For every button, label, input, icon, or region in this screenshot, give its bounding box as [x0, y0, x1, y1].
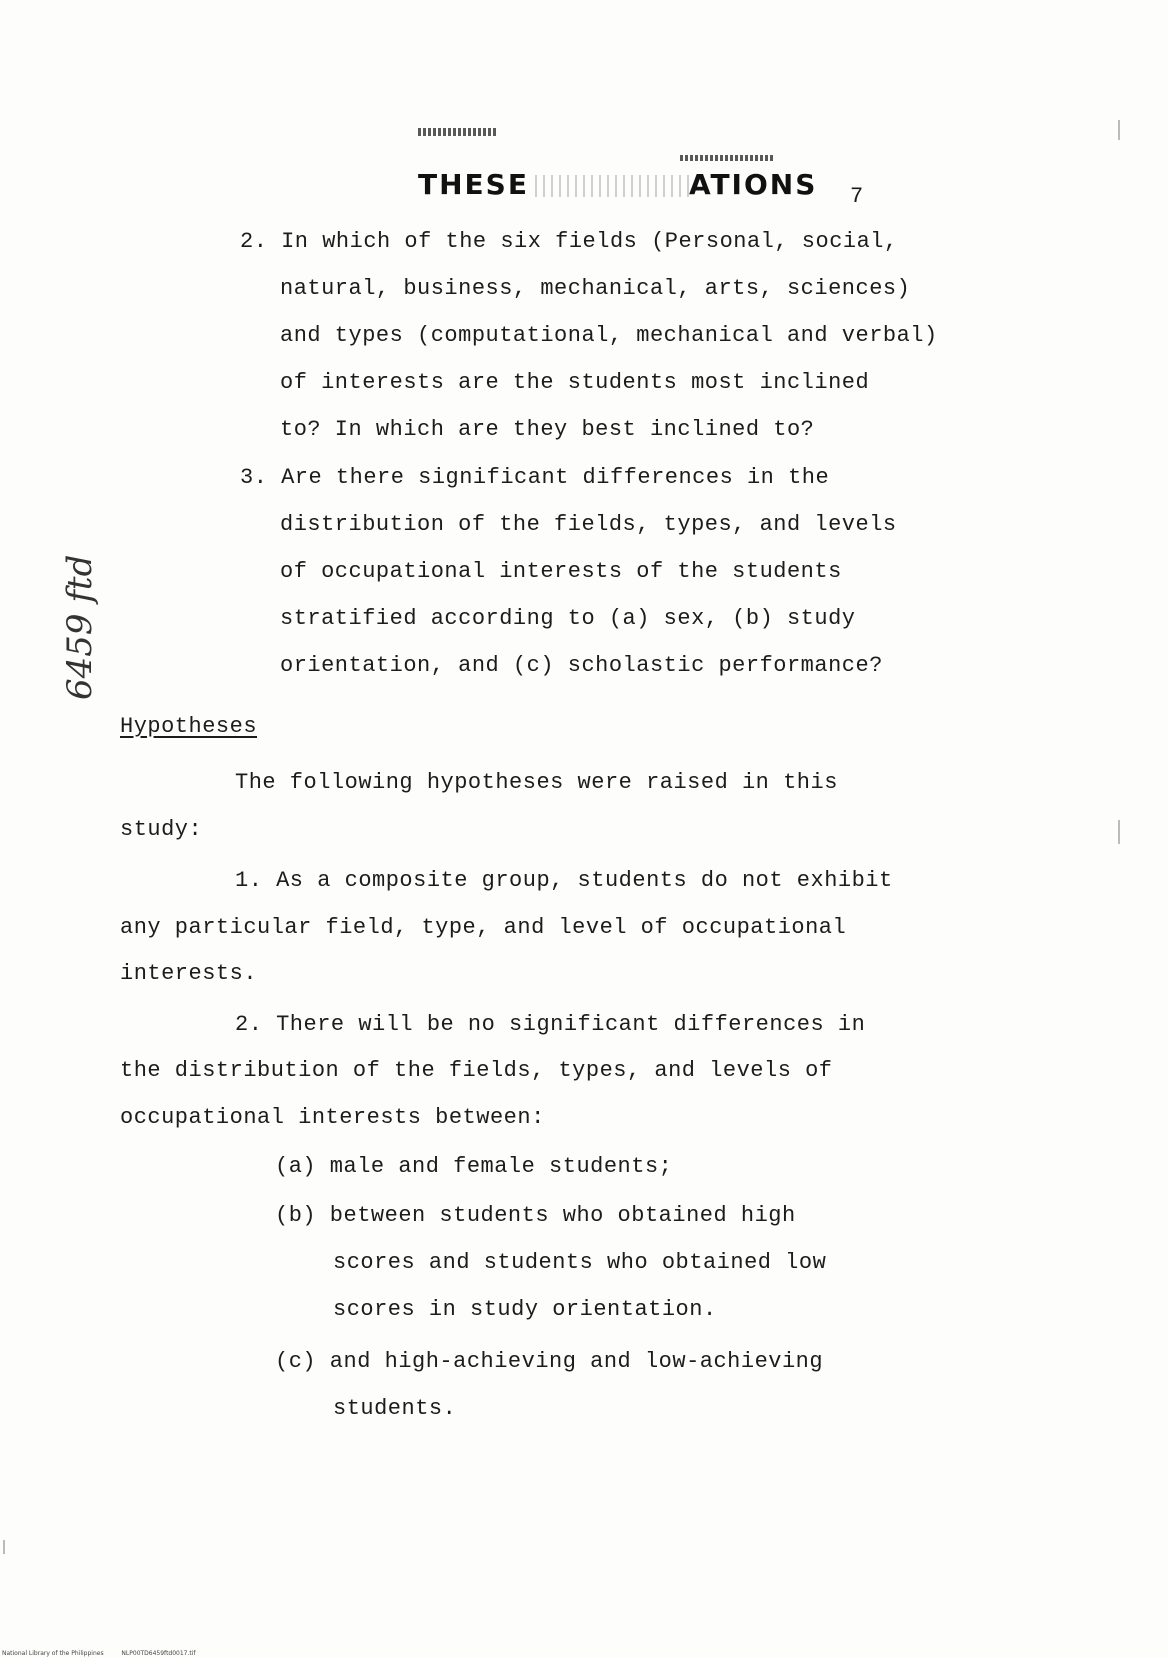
sub-item-c-line-2: students. — [333, 1396, 457, 1421]
sub-item-b-line-3: scores in study orientation. — [333, 1297, 717, 1322]
hypothesis-1-line-3: interests. — [120, 961, 258, 986]
theses-stamp — [418, 168, 817, 201]
page-number: 7 — [850, 184, 864, 209]
section-title-hypotheses: Hypotheses — [120, 714, 258, 739]
stamp-right-text: ATIONS — [688, 168, 818, 201]
question-3-line-2: distribution of the fields, types, and levels — [280, 512, 897, 537]
scan-speck — [1118, 820, 1120, 844]
question-3-line-5: orientation, and (c) scholastic performance? — [280, 653, 883, 678]
intro-line-2: study: — [120, 817, 203, 842]
hypothesis-1-line-2: any particular field, type, and level of occupational — [120, 915, 847, 940]
question-3-line-1: 3. Are there significant differences in the — [240, 465, 830, 490]
question-2-line-1: 2. In which of the six fields (Personal, social, — [240, 229, 898, 254]
hypothesis-2-line-2: the distribution of the fields, types, and levels of — [120, 1058, 833, 1083]
sub-item-b-line-1: (b) between students who obtained high — [275, 1203, 796, 1228]
hypothesis-2-line-3: occupational interests between: — [120, 1105, 545, 1130]
scan-speck — [1118, 120, 1120, 140]
question-2-line-2: natural, business, mechanical, arts, sciences) — [280, 276, 911, 301]
hypothesis-2-line-1: 2. There will be no significant differences in — [235, 1012, 866, 1037]
stamp-faded-gap — [529, 175, 689, 197]
footer-library: National Library of the Philippines — [2, 1650, 104, 1657]
sub-item-a-line-1: (a) male and female students; — [275, 1154, 673, 1179]
question-3-line-4: stratified according to (a) sex, (b) study — [280, 606, 856, 631]
stamp-left-text: THESE — [418, 168, 529, 201]
handwritten-margin-note: 6459 ftd — [60, 554, 100, 700]
scan-speck — [3, 1540, 5, 1554]
stamp-smudge-right — [680, 155, 775, 161]
sub-item-c-line-1: (c) and high-achieving and low-achieving — [275, 1349, 824, 1374]
intro-line-1: The following hypotheses were raised in this — [235, 770, 838, 795]
hypothesis-1-line-1: 1. As a composite group, students do not exhibit — [235, 868, 893, 893]
question-2-line-4: of interests are the students most inclined — [280, 370, 870, 395]
question-2-line-5: to? In which are they best inclined to? — [280, 417, 815, 442]
question-2-line-3: and types (computational, mechanical and verbal) — [280, 323, 938, 348]
sub-item-b-line-2: scores and students who obtained low — [333, 1250, 827, 1275]
question-3-line-3: of occupational interests of the students — [280, 559, 842, 584]
footer-file-id: NLP00TD6459ftd0017.tif — [121, 1650, 196, 1657]
scan-footer — [2, 1650, 196, 1657]
stamp-smudge-top — [418, 128, 496, 136]
